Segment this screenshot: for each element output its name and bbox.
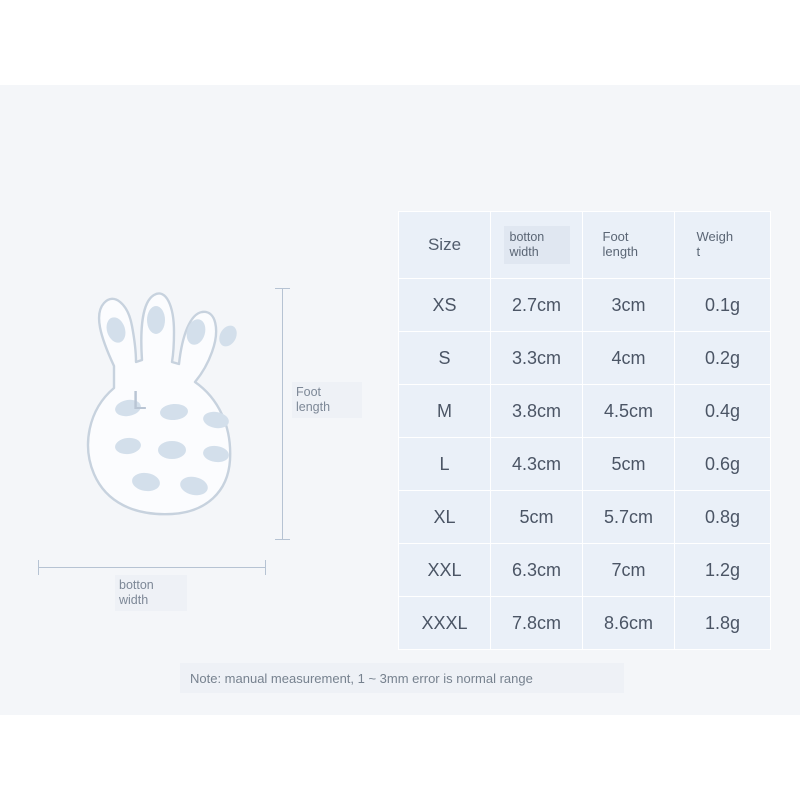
cell-foot-length: 5.7cm bbox=[583, 491, 675, 544]
cell-foot-length: 3cm bbox=[583, 279, 675, 332]
bottom-width-cap-left bbox=[38, 560, 39, 575]
header-foot-length-label: Foot length bbox=[602, 229, 638, 259]
bottom-width-dimension-line bbox=[38, 558, 266, 576]
cell-foot-length: 7cm bbox=[583, 544, 675, 597]
foot-length-cap-top bbox=[275, 288, 290, 289]
cell-bottom-width: 4.3cm bbox=[491, 438, 583, 491]
header-size-label: Size bbox=[427, 235, 462, 254]
foot-length-dimension-line bbox=[273, 288, 291, 540]
foot-length-cap-bottom bbox=[275, 539, 290, 540]
paw-shape-icon bbox=[50, 270, 270, 530]
cell-weight: 1.8g bbox=[675, 597, 771, 650]
foot-length-label: Foot length bbox=[292, 382, 362, 418]
cell-foot-length: 8.6cm bbox=[583, 597, 675, 650]
cell-weight: 0.6g bbox=[675, 438, 771, 491]
cell-size: XS bbox=[399, 279, 491, 332]
table-row bbox=[399, 385, 771, 438]
cell-foot-length: 5cm bbox=[583, 438, 675, 491]
cell-weight: 0.2g bbox=[675, 332, 771, 385]
header-weight bbox=[675, 212, 771, 279]
cell-foot-length: 4.5cm bbox=[583, 385, 675, 438]
foot-length-line bbox=[282, 288, 283, 540]
cell-foot-length: 4cm bbox=[583, 332, 675, 385]
table-row bbox=[399, 544, 771, 597]
cell-bottom-width: 6.3cm bbox=[491, 544, 583, 597]
bottom-width-line bbox=[38, 567, 266, 568]
cell-weight: 0.4g bbox=[675, 385, 771, 438]
cell-size: S bbox=[399, 332, 491, 385]
cell-bottom-width: 7.8cm bbox=[491, 597, 583, 650]
paw-illustration bbox=[30, 270, 330, 610]
table-row bbox=[399, 438, 771, 491]
header-foot-length bbox=[583, 212, 675, 279]
header-bottom-width bbox=[491, 212, 583, 279]
bottom-width-cap-right bbox=[265, 560, 266, 575]
cell-size: XXL bbox=[399, 544, 491, 597]
header-weight-label: Weigh t bbox=[696, 229, 734, 259]
cell-size: XL bbox=[399, 491, 491, 544]
measurement-note: Note: manual measurement, 1 ~ 3mm error is normal range bbox=[180, 663, 624, 693]
table-header-row bbox=[399, 212, 771, 279]
cell-size: L bbox=[399, 438, 491, 491]
table-row bbox=[399, 332, 771, 385]
cell-bottom-width: 5cm bbox=[491, 491, 583, 544]
table-row bbox=[399, 279, 771, 332]
content-panel bbox=[0, 85, 800, 715]
cell-bottom-width: 3.8cm bbox=[491, 385, 583, 438]
header-size bbox=[399, 212, 491, 279]
bottom-width-label: botton width bbox=[115, 575, 187, 611]
paw-size-letter: L bbox=[132, 384, 148, 415]
cell-size: M bbox=[399, 385, 491, 438]
cell-weight: 0.1g bbox=[675, 279, 771, 332]
table-row bbox=[399, 597, 771, 650]
cell-bottom-width: 3.3cm bbox=[491, 332, 583, 385]
header-bottom-width-label: botton width bbox=[504, 226, 570, 264]
cell-weight: 0.8g bbox=[675, 491, 771, 544]
table-row bbox=[399, 491, 771, 544]
cell-bottom-width: 2.7cm bbox=[491, 279, 583, 332]
size-table bbox=[398, 211, 771, 650]
cell-size: XXXL bbox=[399, 597, 491, 650]
cell-weight: 1.2g bbox=[675, 544, 771, 597]
